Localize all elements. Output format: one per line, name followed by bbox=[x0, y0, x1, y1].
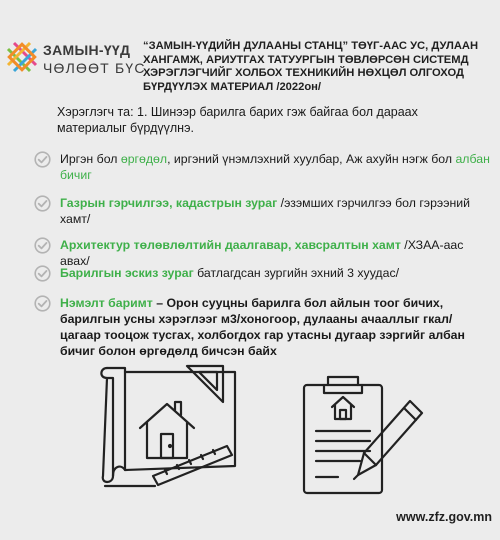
list-item-text: Архитектур төлөвлөлтийн даалгавар, хавсралтын хамт /ХЗАА-аас авах/ bbox=[60, 238, 464, 268]
check-circle-icon bbox=[34, 151, 51, 168]
list-item-text: Барилгын эскиз зураг батлагдсан зургийн эхний 3 хуудас/ bbox=[60, 266, 400, 280]
website-url: www.zfz.gov.mn bbox=[396, 510, 492, 524]
check-circle-icon bbox=[34, 237, 51, 254]
logo-subtitle: ЧӨЛӨӨТ БҮС bbox=[43, 60, 146, 76]
logo-name: ЗАМЫН-ҮҮД bbox=[43, 42, 131, 58]
check-circle-icon bbox=[34, 195, 51, 212]
list-item-text: Нэмэлт баримт – Орон сууцны барилга бол айлын тоог бичих, барилгын усны хэрэглээг м3/хоногоор, дулааны ачааллыг гкал/цагаар тооцож тусгах, холбогдох гар утасны дугаар зэргийг албан бичиг болон өргөдөлд бичсэн байх bbox=[60, 296, 465, 358]
check-circle-icon bbox=[34, 265, 51, 282]
check-circle-icon bbox=[34, 295, 51, 312]
list-item-text: Иргэн бол өргөдөл, иргэний үнэмлэхний хуулбар, Аж ахуйн нэгж бол албан бичиг bbox=[60, 152, 490, 182]
document-title: “ЗАМЫН-ҮҮДИЙН ДУЛААНЫ СТАНЦ” ТӨҮГ-ААС УС, ДУЛААН ХАНГАМЖ, АРИУТГАХ ТАТУУРГЫН ТӨВЛӨРСӨН СИСТЕМД ХЭРЭГЛЭГЧИЙГ ХОЛБОХ ТЕХНИКИЙН НӨХЦӨЛ ОЛГОХОД БҮРДҮҮЛЭХ МАТЕРИАЛ /2022он/ bbox=[143, 40, 479, 93]
intro-text: Хэрэглэгч та: 1. Шинээр барилга барих гэж байгаа бол дараах материалыг бүрдүүлнэ. bbox=[57, 105, 418, 135]
blueprint-house-icon bbox=[95, 358, 245, 493]
brand-logo bbox=[5, 38, 146, 84]
list-item-text: Газрын гэрчилгээ, кадастрын зураг /эзэмших гэрчилгээ бол гэрээний хамт/ bbox=[60, 196, 470, 226]
logo-knot-icon bbox=[5, 40, 39, 74]
clipboard-pen-icon bbox=[298, 375, 428, 500]
